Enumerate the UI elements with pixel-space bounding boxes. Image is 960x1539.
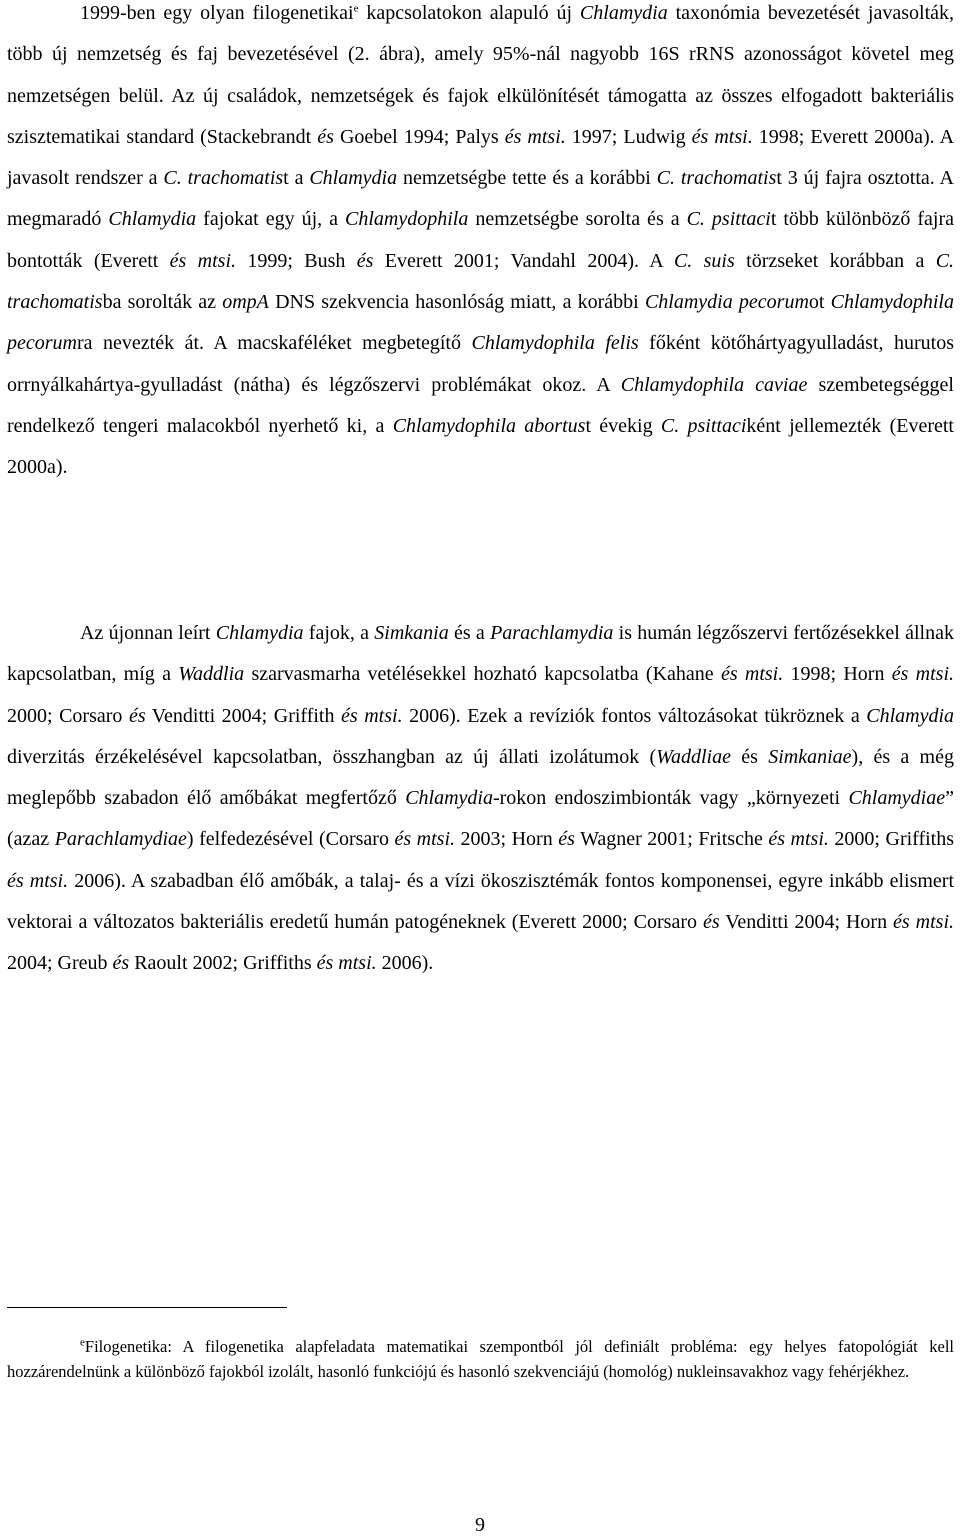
text-run: 2006). xyxy=(376,952,434,975)
text-run: diverzitás érzékelésével kapcsolatban, összhangban az új állati izolátumok ( xyxy=(7,745,657,768)
italic-run: és xyxy=(128,704,146,727)
italic-run: Simkania xyxy=(374,622,449,644)
text-run: Venditti 2004; Horn xyxy=(719,911,894,934)
text-run: 2003; Horn xyxy=(455,828,559,851)
text-run: is humán légzőszervi fertőzésekkel állnak kapcsolatban, míg a xyxy=(7,622,954,686)
text-run: DNS szekvencia hasonlóság miatt, a korábbi xyxy=(268,291,645,314)
italic-run: és mtsi. xyxy=(720,663,784,686)
italic-run: és mtsi. xyxy=(316,952,377,975)
italic-run: és mtsi. xyxy=(504,125,566,148)
italic-run: C. trachomatis xyxy=(163,167,284,190)
text-run: t a xyxy=(283,167,310,190)
text-run: t több különböző fajra bontották (Everett xyxy=(7,208,954,272)
text-run: törzseket korábban a xyxy=(734,249,936,272)
italic-run: Waddliae xyxy=(656,745,731,768)
text-run: taxonómia bevezetését javasolták, több új nemzetség és faj bevezetésével (2. ábra), amely 95%-nál nagyobb 16S rRNS azonosságot követel meg nemzetségen belül. Az új családok, nemzetségek és fajok elkülönítését támogatta az összes elfogadott bakteriális szisztematikai standard (Stackebrandt xyxy=(7,2,955,148)
text-run: 2006). Ezek a revíziók fontos változásokat tükröznek a xyxy=(402,704,867,727)
text-run: t 3 új fajra osztotta. A megmaradó xyxy=(7,167,954,231)
italic-run: és xyxy=(317,125,334,148)
text-run: fajok, a xyxy=(303,622,375,644)
italic-run: Chlamydia xyxy=(405,787,493,810)
italic-run: Parachlamydia xyxy=(490,622,614,644)
text-run: ba sorolták az xyxy=(102,291,223,314)
text-run: Venditti 2004; Griffith xyxy=(145,704,342,727)
text-run: 2004; Greub xyxy=(7,952,113,975)
italic-run: Simkaniae xyxy=(768,745,852,768)
text-run: Goebel 1994; Palys xyxy=(333,125,505,148)
footnote-marker: e xyxy=(80,1336,85,1349)
text-run: 1998; Everett 2000a). A javasolt rendszer a xyxy=(7,125,955,190)
text-run: nemzetségbe tette és a korábbi xyxy=(397,167,657,190)
italic-run: C. psittaci xyxy=(686,208,771,231)
italic-run: és mtsi. xyxy=(891,663,955,686)
text-run: ot xyxy=(808,291,831,314)
italic-run: Chlamydophila pecorum xyxy=(7,291,954,355)
italic-run: és mtsi. xyxy=(893,911,954,934)
italic-run: és xyxy=(702,911,720,934)
text-run: és a xyxy=(448,622,491,644)
italic-run: és mtsi. xyxy=(7,869,69,892)
italic-run: és xyxy=(356,249,374,272)
text-run: szembetegséggel rendelkező tengeri malacokból nyerhető ki, a xyxy=(7,373,954,437)
text-run: 1999-ben egy olyan filogenetikai xyxy=(80,2,354,24)
footnote-reference: e xyxy=(353,2,359,15)
italic-run: és mtsi. xyxy=(169,249,237,272)
italic-run: és mtsi. xyxy=(691,125,753,148)
italic-run: Chlamydia pecorum xyxy=(644,291,809,314)
text-run: Wagner 2001; Fritsche xyxy=(574,828,769,851)
text-run: -rokon endoszimbionták vagy „környezeti xyxy=(492,787,849,810)
text-run: Everett 2001; Vandahl 2004). A xyxy=(373,249,674,272)
italic-run: Chlamydia xyxy=(215,622,304,644)
italic-run: és mtsi. xyxy=(394,828,455,851)
italic-run: Chlamydia xyxy=(866,704,955,727)
italic-run: Parachlamydiae xyxy=(54,828,187,851)
italic-run: ompA xyxy=(222,291,269,314)
footnote-text: Filogenetika: A filogenetika alapfeladata matematikai szempontból jól definiált probléma: egy helyes fatopológiát kell hozzárendelnünk a különböző fajokból izolált, hasonló funkciójú és hasonló szekvenciájú (homológ) nukleinsavakhoz vagy fehérjékhez. xyxy=(7,1337,954,1381)
text-run: kapcsolatokon alapuló új xyxy=(358,2,580,24)
body-paragraph-1 xyxy=(7,0,954,489)
footnote-separator xyxy=(7,1307,287,1308)
text-run: főként kötőhártyagyulladást, hurutos orrnyálkahártya-gyulladást (nátha) és légzőszervi problémákat okoz. A xyxy=(7,332,954,396)
text-run: ) felfedezésével (Corsaro xyxy=(186,828,395,851)
text-run: fajokat egy új, a xyxy=(196,208,346,231)
italic-run: és mtsi. xyxy=(341,704,403,727)
footnote xyxy=(7,1334,954,1384)
italic-run: Chlamydophila xyxy=(345,208,469,231)
italic-run: Chlamydophila abortus xyxy=(392,414,586,437)
italic-run: Chlamydophila caviae xyxy=(620,373,808,396)
text-run: t évekig xyxy=(585,414,661,437)
italic-run: Waddlia xyxy=(178,663,245,686)
italic-run: Chlamydia xyxy=(108,208,197,231)
text-run: ” (azaz xyxy=(7,787,954,851)
text-run: ), és a még meglepőbb szabadon élő amőbákat megfertőző xyxy=(7,745,954,810)
text-run: 1998; Horn xyxy=(783,663,892,686)
italic-run: és xyxy=(112,952,130,975)
italic-run: és xyxy=(558,828,575,851)
text-run: 1997; Ludwig xyxy=(565,125,692,148)
italic-run: Chlamydophila felis xyxy=(471,332,639,355)
italic-run: Chlamydia xyxy=(579,2,668,24)
text-run: Az újonnan leírt xyxy=(80,622,216,644)
text-run: 1999; Bush xyxy=(236,249,357,272)
italic-run: C. suis xyxy=(673,249,735,272)
italic-run: C. trachomatis xyxy=(7,249,955,314)
body-paragraph-2 xyxy=(7,613,954,985)
text-run: 2000; Corsaro xyxy=(7,704,129,727)
text-run: nemzetségbe sorolta és a xyxy=(468,208,687,231)
italic-run: Chlamydia xyxy=(309,167,398,190)
page-number: 9 xyxy=(475,1514,485,1536)
text-run: 2000; Griffiths xyxy=(828,828,955,851)
italic-run: és mtsi. xyxy=(768,828,829,851)
italic-run: Chlamydiae xyxy=(848,787,946,810)
italic-run: C. trachomatis xyxy=(656,167,777,190)
text-run: és xyxy=(731,745,769,768)
text-run: 2006). A szabadban élő amőbák, a talaj- és a vízi ökoszisztémák fontos komponensei, egyre inkább elismert vektorai a változatos bakteriális eredetű humán patogéneknek (Everett 2000; Corsaro xyxy=(7,869,955,934)
text-run: ként jellemezték (Everett 2000a). xyxy=(7,414,954,479)
text-run: szarvasmarha vetélésekkel hozható kapcsolatba (Kahane xyxy=(244,663,721,686)
text-run: Raoult 2002; Griffiths xyxy=(129,952,317,975)
text-run: ra nevezték át. A macskaféléket megbetegítő xyxy=(76,332,472,355)
italic-run: C. psittaci xyxy=(660,414,747,437)
